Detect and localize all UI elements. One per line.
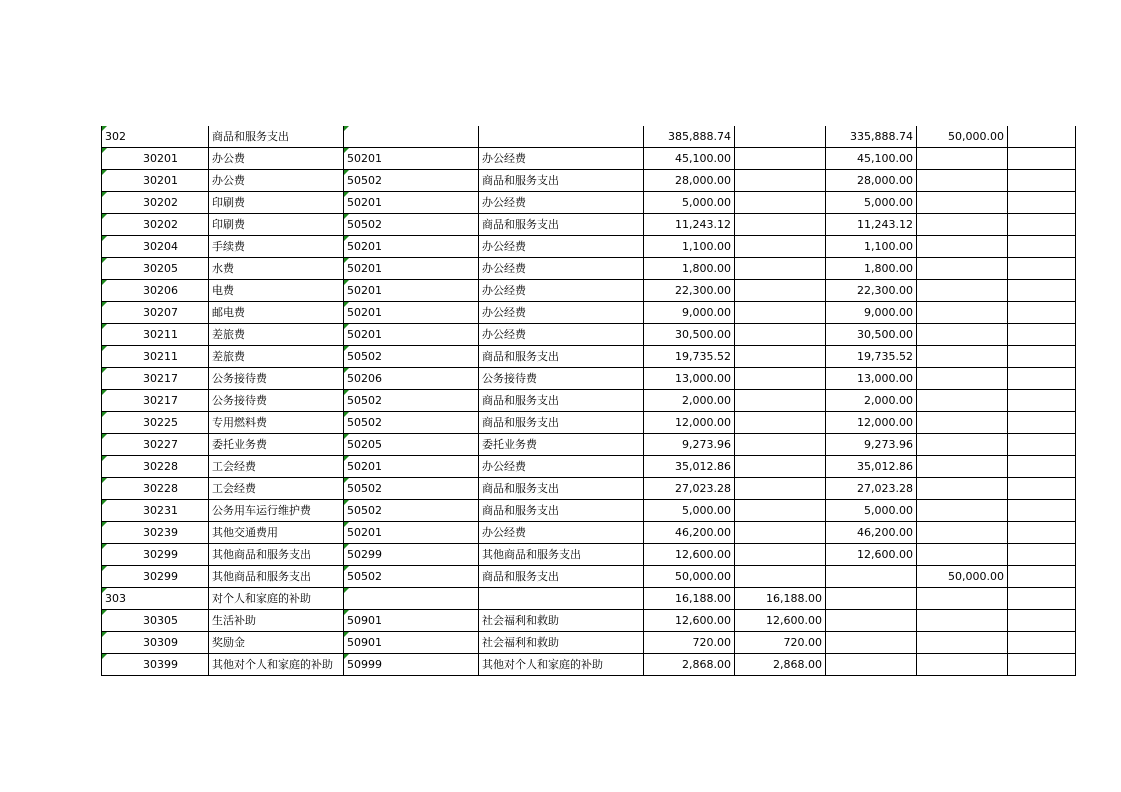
- cell-basic[interactable]: [735, 258, 826, 280]
- cell-total[interactable]: 46,200.00: [644, 522, 735, 544]
- cell-extra[interactable]: [1008, 126, 1076, 148]
- cell-econ-name[interactable]: 办公经费: [479, 192, 644, 214]
- cell-other[interactable]: [917, 610, 1008, 632]
- cell-econ-code[interactable]: 50201: [344, 324, 479, 346]
- cell-subject-code[interactable]: 30207: [102, 302, 209, 324]
- cell-project[interactable]: 12,600.00: [826, 544, 917, 566]
- cell-econ-name[interactable]: 办公经费: [479, 148, 644, 170]
- cell-econ-code[interactable]: 50502: [344, 478, 479, 500]
- cell-extra[interactable]: [1008, 478, 1076, 500]
- cell-total[interactable]: 30,500.00: [644, 324, 735, 346]
- cell-subject-code[interactable]: 30309: [102, 632, 209, 654]
- cell-subject-code[interactable]: 30305: [102, 610, 209, 632]
- table-row: [102, 500, 1076, 522]
- cell-project[interactable]: [826, 566, 917, 588]
- cell-econ-name[interactable]: [479, 588, 644, 610]
- table-row: [102, 654, 1076, 676]
- cell-extra[interactable]: [1008, 368, 1076, 390]
- cell-subject-code[interactable]: 30228: [102, 478, 209, 500]
- cell-other[interactable]: [917, 192, 1008, 214]
- cell-basic[interactable]: [735, 566, 826, 588]
- cell-econ-code[interactable]: 50205: [344, 434, 479, 456]
- table-row: [102, 632, 1076, 654]
- cell-total[interactable]: 22,300.00: [644, 280, 735, 302]
- cell-econ-name[interactable]: 商品和服务支出: [479, 412, 644, 434]
- cell-total[interactable]: 5,000.00: [644, 192, 735, 214]
- cell-total[interactable]: 9,273.96: [644, 434, 735, 456]
- cell-econ-code[interactable]: [344, 588, 479, 610]
- table-body: [102, 126, 1076, 676]
- cell-basic[interactable]: [735, 478, 826, 500]
- cell-basic[interactable]: [735, 390, 826, 412]
- table-row: [102, 258, 1076, 280]
- cell-subject-name[interactable]: 办公费: [209, 170, 344, 192]
- cell-subject-code[interactable]: 30231: [102, 500, 209, 522]
- table-row: [102, 412, 1076, 434]
- cell-basic[interactable]: [735, 412, 826, 434]
- cell-extra[interactable]: [1008, 390, 1076, 412]
- cell-other[interactable]: [917, 280, 1008, 302]
- cell-econ-name[interactable]: 社会福利和救助: [479, 610, 644, 632]
- cell-extra[interactable]: [1008, 522, 1076, 544]
- cell-total[interactable]: 16,188.00: [644, 588, 735, 610]
- cell-other[interactable]: [917, 346, 1008, 368]
- cell-other[interactable]: 50,000.00: [917, 126, 1008, 148]
- cell-econ-name[interactable]: 社会福利和救助: [479, 632, 644, 654]
- cell-econ-name[interactable]: 公务接待费: [479, 368, 644, 390]
- cell-project[interactable]: 27,023.28: [826, 478, 917, 500]
- cell-econ-name[interactable]: 办公经费: [479, 236, 644, 258]
- cell-other[interactable]: [917, 544, 1008, 566]
- cell-subject-name[interactable]: 专用燃料费: [209, 412, 344, 434]
- cell-extra[interactable]: [1008, 588, 1076, 610]
- cell-project[interactable]: [826, 588, 917, 610]
- cell-subject-name[interactable]: 其他商品和服务支出: [209, 544, 344, 566]
- cell-econ-code[interactable]: 50201: [344, 236, 479, 258]
- cell-project[interactable]: 9,000.00: [826, 302, 917, 324]
- cell-subject-name[interactable]: 手续费: [209, 236, 344, 258]
- cell-project[interactable]: 45,100.00: [826, 148, 917, 170]
- cell-extra[interactable]: [1008, 434, 1076, 456]
- cell-total[interactable]: 19,735.52: [644, 346, 735, 368]
- cell-extra[interactable]: [1008, 236, 1076, 258]
- cell-econ-code[interactable]: 50502: [344, 170, 479, 192]
- cell-other[interactable]: [917, 324, 1008, 346]
- cell-extra[interactable]: [1008, 456, 1076, 478]
- cell-extra[interactable]: [1008, 302, 1076, 324]
- cell-subject-name[interactable]: 办公费: [209, 148, 344, 170]
- table-row: [102, 588, 1076, 610]
- cell-basic[interactable]: 16,188.00: [735, 588, 826, 610]
- table-row: [102, 236, 1076, 258]
- cell-subject-name[interactable]: 商品和服务支出: [209, 126, 344, 148]
- cell-subject-code[interactable]: 30202: [102, 192, 209, 214]
- cell-econ-name[interactable]: 办公经费: [479, 324, 644, 346]
- cell-subject-code[interactable]: 30239: [102, 522, 209, 544]
- cell-basic[interactable]: [735, 280, 826, 302]
- cell-other[interactable]: [917, 478, 1008, 500]
- table-row: [102, 148, 1076, 170]
- cell-project[interactable]: 13,000.00: [826, 368, 917, 390]
- cell-basic[interactable]: [735, 522, 826, 544]
- table-row: [102, 280, 1076, 302]
- cell-basic[interactable]: [735, 456, 826, 478]
- cell-econ-code[interactable]: 50201: [344, 456, 479, 478]
- table-row: [102, 566, 1076, 588]
- table-row: [102, 324, 1076, 346]
- cell-basic[interactable]: [735, 500, 826, 522]
- cell-total[interactable]: 50,000.00: [644, 566, 735, 588]
- cell-total[interactable]: 1,100.00: [644, 236, 735, 258]
- cell-extra[interactable]: [1008, 170, 1076, 192]
- cell-total[interactable]: 2,868.00: [644, 654, 735, 676]
- cell-subject-name[interactable]: 印刷费: [209, 192, 344, 214]
- cell-subject-name[interactable]: 公务接待费: [209, 390, 344, 412]
- cell-basic[interactable]: 12,600.00: [735, 610, 826, 632]
- cell-extra[interactable]: [1008, 192, 1076, 214]
- cell-project[interactable]: 9,273.96: [826, 434, 917, 456]
- cell-econ-name[interactable]: 其他对个人和家庭的补助: [479, 654, 644, 676]
- cell-total[interactable]: 720.00: [644, 632, 735, 654]
- cell-econ-name[interactable]: 商品和服务支出: [479, 478, 644, 500]
- cell-econ-code[interactable]: 50201: [344, 192, 479, 214]
- cell-project[interactable]: 46,200.00: [826, 522, 917, 544]
- cell-econ-name[interactable]: 委托业务费: [479, 434, 644, 456]
- cell-project[interactable]: 30,500.00: [826, 324, 917, 346]
- budget-table: [101, 126, 1076, 676]
- cell-subject-name[interactable]: 公务用车运行维护费: [209, 500, 344, 522]
- cell-subject-code[interactable]: 30228: [102, 456, 209, 478]
- cell-total[interactable]: 45,100.00: [644, 148, 735, 170]
- cell-total[interactable]: 2,000.00: [644, 390, 735, 412]
- cell-econ-code[interactable]: 50201: [344, 148, 479, 170]
- cell-econ-name[interactable]: 办公经费: [479, 280, 644, 302]
- cell-basic[interactable]: [735, 346, 826, 368]
- cell-basic[interactable]: [735, 324, 826, 346]
- cell-econ-name[interactable]: 商品和服务支出: [479, 214, 644, 236]
- cell-project[interactable]: 1,100.00: [826, 236, 917, 258]
- cell-total[interactable]: 9,000.00: [644, 302, 735, 324]
- cell-basic[interactable]: [735, 434, 826, 456]
- cell-other[interactable]: [917, 148, 1008, 170]
- cell-other[interactable]: [917, 412, 1008, 434]
- cell-other[interactable]: [917, 456, 1008, 478]
- cell-subject-code[interactable]: 30201: [102, 170, 209, 192]
- cell-subject-name[interactable]: 其他商品和服务支出: [209, 566, 344, 588]
- cell-project[interactable]: [826, 610, 917, 632]
- table-row: [102, 126, 1076, 148]
- cell-extra[interactable]: [1008, 566, 1076, 588]
- cell-econ-code[interactable]: 50201: [344, 302, 479, 324]
- cell-econ-name[interactable]: [479, 126, 644, 148]
- cell-econ-code[interactable]: 50502: [344, 566, 479, 588]
- cell-other[interactable]: [917, 258, 1008, 280]
- cell-other[interactable]: [917, 434, 1008, 456]
- cell-extra[interactable]: [1008, 148, 1076, 170]
- cell-basic[interactable]: [735, 368, 826, 390]
- cell-extra[interactable]: [1008, 412, 1076, 434]
- cell-subject-name[interactable]: 委托业务费: [209, 434, 344, 456]
- cell-basic[interactable]: [735, 192, 826, 214]
- cell-basic[interactable]: [735, 214, 826, 236]
- cell-econ-code[interactable]: 50299: [344, 544, 479, 566]
- cell-total[interactable]: 5,000.00: [644, 500, 735, 522]
- cell-total[interactable]: 27,023.28: [644, 478, 735, 500]
- cell-project[interactable]: [826, 654, 917, 676]
- cell-econ-name[interactable]: 商品和服务支出: [479, 346, 644, 368]
- cell-subject-name[interactable]: 邮电费: [209, 302, 344, 324]
- table-row: [102, 456, 1076, 478]
- cell-econ-code[interactable]: 50201: [344, 522, 479, 544]
- cell-econ-code[interactable]: 50502: [344, 346, 479, 368]
- cell-other[interactable]: [917, 368, 1008, 390]
- cell-project[interactable]: 5,000.00: [826, 500, 917, 522]
- cell-subject-code[interactable]: 30204: [102, 236, 209, 258]
- table-row: [102, 346, 1076, 368]
- cell-project[interactable]: 5,000.00: [826, 192, 917, 214]
- cell-basic[interactable]: [735, 126, 826, 148]
- cell-subject-code[interactable]: 30225: [102, 412, 209, 434]
- table-row: [102, 170, 1076, 192]
- cell-total[interactable]: 12,000.00: [644, 412, 735, 434]
- cell-subject-name[interactable]: 工会经费: [209, 478, 344, 500]
- cell-subject-code[interactable]: 30227: [102, 434, 209, 456]
- cell-subject-name[interactable]: 对个人和家庭的补助: [209, 588, 344, 610]
- cell-extra[interactable]: [1008, 258, 1076, 280]
- cell-subject-code[interactable]: 30217: [102, 390, 209, 412]
- cell-total[interactable]: 12,600.00: [644, 610, 735, 632]
- cell-other[interactable]: [917, 390, 1008, 412]
- cell-basic[interactable]: 2,868.00: [735, 654, 826, 676]
- cell-econ-code[interactable]: 50999: [344, 654, 479, 676]
- cell-other[interactable]: [917, 214, 1008, 236]
- cell-basic[interactable]: [735, 236, 826, 258]
- table-row: [102, 544, 1076, 566]
- cell-extra[interactable]: [1008, 654, 1076, 676]
- cell-extra[interactable]: [1008, 632, 1076, 654]
- cell-total[interactable]: 28,000.00: [644, 170, 735, 192]
- cell-econ-code[interactable]: 50901: [344, 610, 479, 632]
- cell-econ-name[interactable]: 办公经费: [479, 522, 644, 544]
- cell-extra[interactable]: [1008, 280, 1076, 302]
- cell-other[interactable]: [917, 654, 1008, 676]
- cell-basic[interactable]: [735, 170, 826, 192]
- cell-other[interactable]: [917, 236, 1008, 258]
- cell-project[interactable]: 12,000.00: [826, 412, 917, 434]
- cell-project[interactable]: 1,800.00: [826, 258, 917, 280]
- cell-subject-code[interactable]: 30299: [102, 544, 209, 566]
- cell-total[interactable]: 35,012.86: [644, 456, 735, 478]
- cell-project[interactable]: 22,300.00: [826, 280, 917, 302]
- cell-subject-name[interactable]: 差旅费: [209, 346, 344, 368]
- cell-econ-name[interactable]: 其他商品和服务支出: [479, 544, 644, 566]
- cell-subject-code[interactable]: 30206: [102, 280, 209, 302]
- cell-econ-name[interactable]: 商品和服务支出: [479, 566, 644, 588]
- cell-econ-code[interactable]: [344, 126, 479, 148]
- cell-total[interactable]: 12,600.00: [644, 544, 735, 566]
- cell-subject-code[interactable]: 30202: [102, 214, 209, 236]
- cell-econ-name[interactable]: 商品和服务支出: [479, 390, 644, 412]
- table-row: [102, 368, 1076, 390]
- cell-subject-name[interactable]: 电费: [209, 280, 344, 302]
- table-row: [102, 192, 1076, 214]
- cell-subject-code[interactable]: 303: [102, 588, 209, 610]
- cell-subject-code[interactable]: 30217: [102, 368, 209, 390]
- cell-other[interactable]: [917, 170, 1008, 192]
- cell-subject-code[interactable]: 30299: [102, 566, 209, 588]
- cell-subject-code[interactable]: 30211: [102, 346, 209, 368]
- cell-subject-code[interactable]: 30201: [102, 148, 209, 170]
- cell-econ-code[interactable]: 50502: [344, 214, 479, 236]
- cell-other[interactable]: 50,000.00: [917, 566, 1008, 588]
- table-row: [102, 214, 1076, 236]
- cell-econ-code[interactable]: 50201: [344, 280, 479, 302]
- cell-total[interactable]: 13,000.00: [644, 368, 735, 390]
- cell-subject-name[interactable]: 差旅费: [209, 324, 344, 346]
- cell-subject-name[interactable]: 印刷费: [209, 214, 344, 236]
- cell-project[interactable]: 28,000.00: [826, 170, 917, 192]
- cell-basic[interactable]: 720.00: [735, 632, 826, 654]
- cell-subject-code[interactable]: 30205: [102, 258, 209, 280]
- cell-project[interactable]: 35,012.86: [826, 456, 917, 478]
- cell-other[interactable]: [917, 632, 1008, 654]
- cell-other[interactable]: [917, 302, 1008, 324]
- cell-subject-name[interactable]: 生活补助: [209, 610, 344, 632]
- cell-extra[interactable]: [1008, 500, 1076, 522]
- cell-project[interactable]: 2,000.00: [826, 390, 917, 412]
- cell-extra[interactable]: [1008, 610, 1076, 632]
- cell-subject-name[interactable]: 其他交通费用: [209, 522, 344, 544]
- table-row: [102, 390, 1076, 412]
- cell-subject-name[interactable]: 水费: [209, 258, 344, 280]
- cell-subject-code[interactable]: 30211: [102, 324, 209, 346]
- cell-basic[interactable]: [735, 544, 826, 566]
- cell-subject-code[interactable]: 302: [102, 126, 209, 148]
- table-row: [102, 610, 1076, 632]
- cell-subject-name[interactable]: 奖励金: [209, 632, 344, 654]
- cell-extra[interactable]: [1008, 214, 1076, 236]
- table-row: [102, 302, 1076, 324]
- cell-econ-code[interactable]: 50206: [344, 368, 479, 390]
- cell-extra[interactable]: [1008, 544, 1076, 566]
- cell-other[interactable]: [917, 522, 1008, 544]
- cell-project[interactable]: 11,243.12: [826, 214, 917, 236]
- cell-extra[interactable]: [1008, 346, 1076, 368]
- cell-total[interactable]: 385,888.74: [644, 126, 735, 148]
- cell-econ-name[interactable]: 商品和服务支出: [479, 170, 644, 192]
- cell-extra[interactable]: [1008, 324, 1076, 346]
- table-row: [102, 478, 1076, 500]
- cell-subject-name[interactable]: 公务接待费: [209, 368, 344, 390]
- table-row: [102, 522, 1076, 544]
- cell-project[interactable]: [826, 632, 917, 654]
- cell-econ-code[interactable]: 50901: [344, 632, 479, 654]
- cell-basic[interactable]: [735, 148, 826, 170]
- cell-total[interactable]: 11,243.12: [644, 214, 735, 236]
- cell-other[interactable]: [917, 500, 1008, 522]
- cell-econ-name[interactable]: 办公经费: [479, 258, 644, 280]
- cell-econ-code[interactable]: 50502: [344, 500, 479, 522]
- cell-econ-name[interactable]: 办公经费: [479, 456, 644, 478]
- cell-subject-name[interactable]: 工会经费: [209, 456, 344, 478]
- cell-econ-code[interactable]: 50201: [344, 258, 479, 280]
- cell-total[interactable]: 1,800.00: [644, 258, 735, 280]
- cell-subject-name[interactable]: 其他对个人和家庭的补助: [209, 654, 344, 676]
- cell-econ-name[interactable]: 办公经费: [479, 302, 644, 324]
- cell-other[interactable]: [917, 588, 1008, 610]
- cell-subject-code[interactable]: 30399: [102, 654, 209, 676]
- cell-econ-code[interactable]: 50502: [344, 412, 479, 434]
- table-row: [102, 434, 1076, 456]
- cell-econ-name[interactable]: 商品和服务支出: [479, 500, 644, 522]
- cell-econ-code[interactable]: 50502: [344, 390, 479, 412]
- cell-project[interactable]: 335,888.74: [826, 126, 917, 148]
- cell-basic[interactable]: [735, 302, 826, 324]
- cell-project[interactable]: 19,735.52: [826, 346, 917, 368]
